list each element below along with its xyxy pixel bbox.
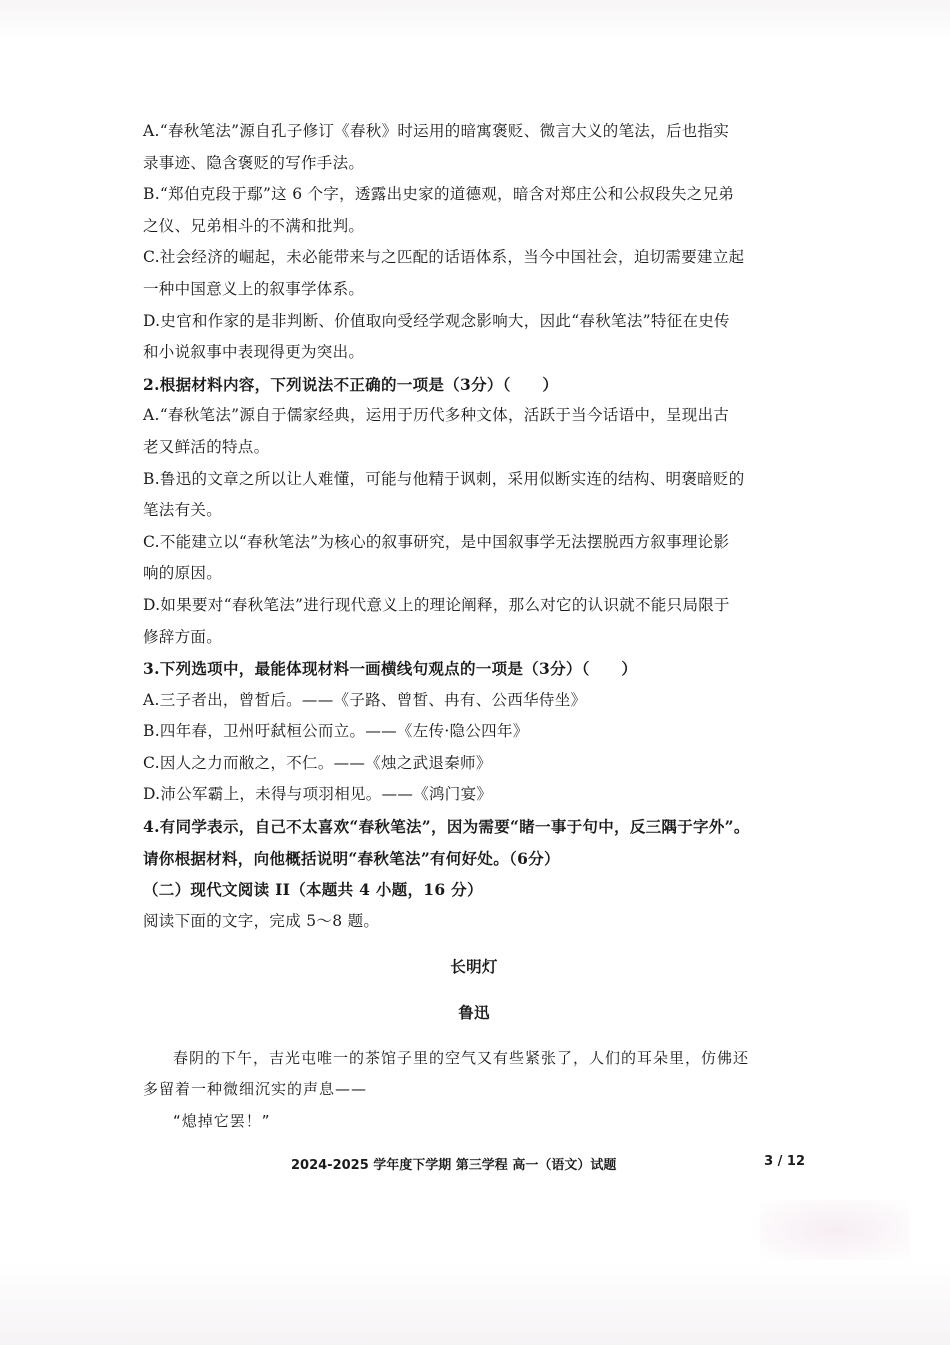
passage-title: 长明灯: [450, 957, 498, 977]
passage-paragraph-1-line1: 春阴的下午，吉光屯唯一的茶馆子里的空气又有些紧张了，人们的耳朵里，仿佛还: [173, 1048, 750, 1067]
exam-content: [143, 116, 805, 1137]
q2-option-b-line1: B.鲁迅的文章之所以让人难懂，可能与他精于讽刺，采用似断实连的结构、明褒暗贬的: [143, 469, 745, 488]
passage-paragraph-1-line2: 多留着一种微细沉实的声息——: [143, 1080, 368, 1099]
q4-stem-line2: 请你根据材料，向他概括说明“春秋笔法”有何好处。（6分）: [143, 848, 560, 868]
q3-option-b: B.四年春，卫州吁弑桓公而立。——《左传·隐公四年》: [143, 722, 529, 741]
footer-page-number: 3 / 12: [764, 1154, 805, 1169]
q2-option-a-line2: 老又鲜活的特点。: [143, 437, 270, 456]
q2-option-c-line1: C.不能建立以“春秋笔法”为核心的叙事研究，是中国叙事学无法摆脱西方叙事理论影: [143, 532, 730, 551]
q3-option-d: D.沛公军霸上，未得与项羽相见。——《鸿门宴》: [143, 785, 493, 804]
q1-option-b-line2: 之仪、兄弟相斗的不满和批判。: [143, 216, 365, 235]
passage-paragraph-2: “熄掉它罢！”: [173, 1111, 271, 1130]
q4-stem-line1: 4.有同学表示，自己不太喜欢“春秋笔法”，因为需要“睹一事于句中，反三隅于字外”。: [143, 817, 750, 837]
q3-stem: 3.下列选项中，最能体现材料一画横线句观点的一项是（3分）（ ）: [143, 659, 638, 679]
q2-stem: 2.根据材料内容，下列说法不正确的一项是（3分）（ ）: [143, 374, 559, 394]
section2-instruction: 阅读下面的文字，完成 5～8 题。: [143, 911, 380, 930]
q2-option-d-line2: 修辞方面。: [143, 627, 223, 646]
section2-heading: （二）现代文阅读 II（本题共 4 小题，16 分）: [143, 880, 483, 900]
q1-option-c-line1: C.社会经济的崛起，未必能带来与之匹配的话语体系，当今中国社会，迫切需要建立起: [143, 248, 745, 267]
q2-option-c-line2: 响的原因。: [143, 564, 223, 583]
q1-option-d-line1: D.史官和作家的是非判断、价值取向受经学观念影响大，因此“春秋笔法”特征在史传: [143, 311, 730, 330]
q2-option-b-line2: 笔法有关。: [143, 501, 223, 520]
scan-smudge: [760, 1200, 910, 1260]
q2-option-d-line1: D.如果要对“春秋笔法”进行现代意义上的理论阐释，那么对它的认识就不能只局限于: [143, 595, 730, 614]
q2-option-a-line1: A.“春秋笔法”源自于儒家经典，运用于历代多种文体，活跃于当今话语中，呈现出古: [143, 406, 730, 425]
passage-author: 鲁迅: [458, 1003, 490, 1023]
q3-option-c: C.因人之力而敝之，不仁。——《烛之武退秦师》: [143, 753, 492, 772]
q3-option-a: A.三子者出，曾皙后。——《子路、曾皙、冉有、公西华侍坐》: [143, 690, 587, 709]
q1-option-a-line1: A.“春秋笔法”源自孔子修订《春秋》时运用的暗寓褒贬、微言大义的笔法，后也指实: [143, 122, 730, 140]
q1-option-c-line2: 一种中国意义上的叙事学体系。: [143, 279, 365, 298]
q1-option-d-line2: 和小说叙事中表现得更为突出。: [143, 343, 365, 362]
footer-exam-title: 2024-2025 学年度下学期 第三学程 高一（语文）试题: [291, 1158, 617, 1173]
q1-option-a-line2: 录事迹、隐含褒贬的写作手法。: [143, 153, 365, 172]
q1-option-b-line1: B.“郑伯克段于鄢”这 6 个字，透露出史家的道德观，暗含对郑庄公和公叔段失之兄弟: [143, 185, 735, 204]
